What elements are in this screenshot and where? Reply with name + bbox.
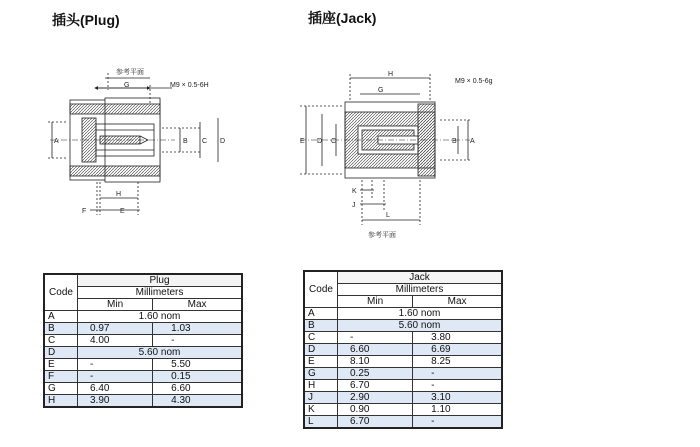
row-min: 6.70 [338, 416, 413, 429]
jack-drawing [300, 74, 470, 225]
max-column-header: Max [153, 299, 242, 311]
row-min: - [338, 332, 413, 344]
plug-ref-plane-label: 参考平面 [116, 69, 144, 76]
min-column-header: Min [338, 296, 413, 308]
row-code: A [44, 311, 78, 323]
jack-spec-table [303, 270, 503, 429]
row-max: 4.30 [153, 395, 242, 408]
plug-dim-C: C [202, 138, 208, 145]
table-row [304, 356, 502, 368]
plug-title: 插头(Plug) [52, 12, 120, 28]
row-nominal: 1.60 nom [338, 308, 503, 320]
row-max: 1.10 [413, 404, 502, 416]
row-code: G [304, 368, 338, 380]
row-nominal: 1.60 nom [78, 311, 243, 323]
jack-dim-D: D [317, 138, 323, 145]
plug-table-title: Plug [78, 274, 243, 287]
table-row [44, 395, 242, 408]
table-row [304, 392, 502, 404]
row-code: B [44, 323, 78, 335]
table-row [304, 344, 502, 356]
row-nominal: 5.60 nom [78, 347, 243, 359]
table-row [44, 311, 242, 323]
row-max: 3.10 [413, 392, 502, 404]
row-nominal: 5.60 nom [338, 320, 503, 332]
jack-dim-E: E [300, 138, 305, 145]
jack-dim-J: J [352, 202, 356, 209]
row-min: 2.90 [338, 392, 413, 404]
plug-drawing [48, 73, 218, 215]
plug-dim-E: E [120, 208, 125, 215]
row-code: F [44, 371, 78, 383]
row-min: - [78, 359, 153, 371]
plug-dim-A: A [54, 138, 59, 145]
row-code: L [304, 416, 338, 429]
row-min: 0.97 [78, 323, 153, 335]
row-max: 0.15 [153, 371, 242, 383]
jack-dim-K: K [352, 188, 357, 195]
code-column-header: Code [44, 274, 78, 311]
jack-table-title: Jack [338, 271, 503, 284]
row-min: 8.10 [338, 356, 413, 368]
row-code: J [304, 392, 338, 404]
plug-dim-F: F [82, 208, 87, 215]
row-min: 0.90 [338, 404, 413, 416]
units-header: Millimeters [338, 284, 503, 296]
plug-dim-H: H [116, 191, 122, 198]
table-row [44, 335, 242, 347]
row-code: B [304, 320, 338, 332]
row-max: 6.69 [413, 344, 502, 356]
jack-ref-plane-label: 参考平面 [368, 232, 396, 239]
table-row [44, 359, 242, 371]
row-max: 6.60 [153, 383, 242, 395]
row-code: E [44, 359, 78, 371]
units-header: Millimeters [78, 287, 243, 299]
row-max: - [413, 380, 502, 392]
jack-dim-C: C [331, 138, 337, 145]
row-max: 8.25 [413, 356, 502, 368]
code-column-header: Code [304, 271, 338, 308]
row-min: 3.90 [78, 395, 153, 408]
row-code: E [304, 356, 338, 368]
table-row [44, 347, 242, 359]
row-max: - [413, 368, 502, 380]
row-code: C [44, 335, 78, 347]
row-min: 6.40 [78, 383, 153, 395]
table-row [304, 404, 502, 416]
row-min: 6.70 [338, 380, 413, 392]
row-min: 6.60 [338, 344, 413, 356]
row-max: - [413, 416, 502, 429]
table-row [304, 380, 502, 392]
jack-title: 插座(Jack) [308, 10, 377, 26]
table-row [304, 308, 502, 320]
table-row [44, 323, 242, 335]
row-max: 1.03 [153, 323, 242, 335]
row-max: 3.80 [413, 332, 502, 344]
row-code: D [44, 347, 78, 359]
row-code: D [304, 344, 338, 356]
jack-dim-H: H [388, 71, 394, 78]
row-code: C [304, 332, 338, 344]
table-row [304, 332, 502, 344]
jack-thread-label: M9 × 0.5-6g [455, 78, 493, 85]
plug-dim-B: B [183, 138, 188, 145]
plug-spec-table [43, 273, 243, 408]
jack-dim-G: G [378, 87, 384, 94]
min-column-header: Min [78, 299, 153, 311]
jack-dim-L: L [386, 212, 390, 219]
plug-dim-G: G [124, 82, 130, 89]
jack-dim-B: B [452, 138, 457, 145]
row-code: K [304, 404, 338, 416]
row-code: H [304, 380, 338, 392]
row-code: H [44, 395, 78, 408]
row-min: - [78, 371, 153, 383]
row-min: 4.00 [78, 335, 153, 347]
table-row [304, 368, 502, 380]
table-row [304, 320, 502, 332]
plug-dim-D: D [220, 138, 226, 145]
plug-lower-wall [70, 166, 160, 176]
table-row [44, 371, 242, 383]
plug-thread-label: M9 × 0.5-6H [170, 82, 209, 89]
table-row [304, 416, 502, 429]
max-column-header: Max [413, 296, 502, 308]
row-code: G [44, 383, 78, 395]
jack-dim-A: A [470, 138, 475, 145]
row-code: A [304, 308, 338, 320]
row-max: - [153, 335, 242, 347]
row-max: 5.50 [153, 359, 242, 371]
table-row [44, 383, 242, 395]
row-min: 0.25 [338, 368, 413, 380]
plug-upper-wall [70, 104, 160, 114]
